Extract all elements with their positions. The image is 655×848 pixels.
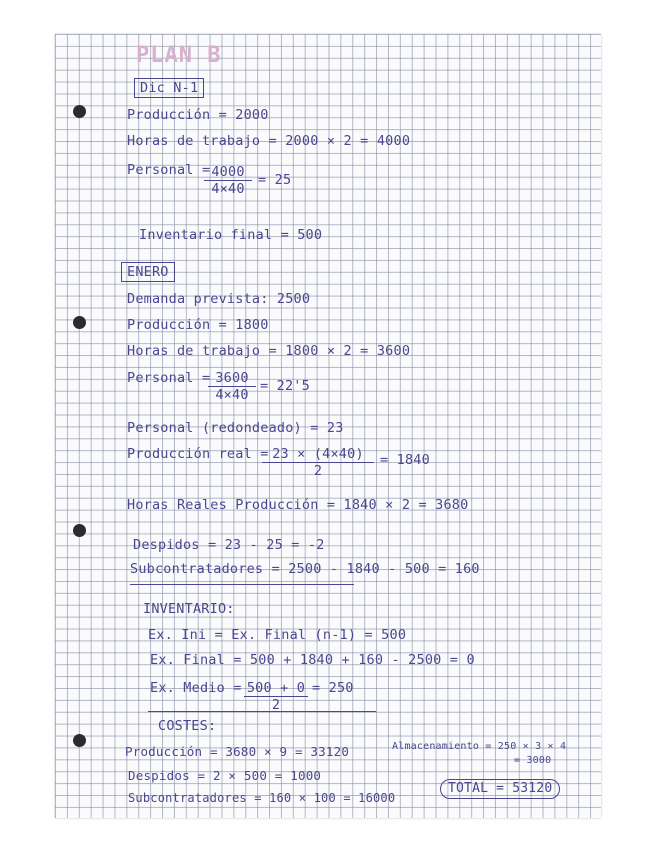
fraction-denominator: 4×40: [215, 387, 249, 403]
inventario-ex-medio-label: Ex. Medio =: [150, 680, 242, 696]
fraction-numerator: 3600: [208, 370, 256, 387]
enero-personal-label: Personal =: [127, 370, 211, 386]
costes-produccion: Producción = 3680 × 9 = 33120: [125, 744, 350, 759]
inventario-ex-medio-fraction: [244, 680, 308, 713]
binder-hole: [73, 105, 86, 118]
enero-personal-redondeado: Personal (redondeado) = 23: [127, 420, 344, 436]
costes-subcontratadores: Subcontratadores = 160 × 100 = 16000: [128, 791, 396, 805]
dic-produccion: Producción = 2000: [127, 107, 269, 123]
fraction-numerator: 500 + 0: [244, 680, 308, 697]
binder-hole: [73, 316, 86, 329]
costes-header: COSTES:: [158, 718, 217, 734]
fraction-numerator: 4000: [204, 164, 252, 181]
dic-personal-label: Personal =: [127, 162, 211, 178]
dic-inventario: Inventario final = 500: [139, 227, 323, 243]
enero-despidos: Despidos = 23 - 25 = -2: [133, 537, 325, 553]
costes-almacenamiento: Almacenamiento = 250 × 3 × 4: [392, 741, 567, 752]
enero-produccion: Producción = 1800: [127, 317, 269, 333]
fraction-denominator: 4×40: [211, 181, 245, 197]
enero-demanda: Demanda prevista: 2500: [127, 291, 311, 307]
dic-personal-fraction: [204, 164, 252, 197]
dic-personal-result: = 25: [258, 172, 292, 188]
enero-personal-result: = 22'5: [260, 378, 310, 394]
costes-almacenamiento-result: = 3000: [514, 755, 552, 766]
section-header-dic: Dic N-1: [134, 78, 204, 98]
underline: [130, 584, 354, 585]
underline: [148, 711, 376, 712]
costes-despidos: Despidos = 2 × 500 = 1000: [128, 768, 322, 783]
dic-horas: Horas de trabajo = 2000 × 2 = 4000: [127, 133, 411, 149]
binder-hole: [73, 734, 86, 747]
section-header-enero: ENERO: [121, 262, 175, 282]
enero-prod-real-fraction: [262, 446, 374, 479]
page-title: PLAN B: [136, 43, 222, 68]
enero-subcontratadores: Subcontratadores = 2500 - 1840 - 500 = 160: [130, 561, 480, 577]
enero-personal-fraction: [208, 370, 256, 403]
fraction-numerator: 23 × (4×40): [262, 446, 374, 463]
binder-hole: [73, 524, 86, 537]
fraction-denominator: 2: [271, 697, 281, 713]
enero-horas: Horas de trabajo = 1800 × 2 = 3600: [127, 343, 411, 359]
inventario-ex-final: Ex. Final = 500 + 1840 + 160 - 2500 = 0: [150, 652, 475, 668]
inventario-ex-medio-result: = 250: [312, 680, 354, 696]
inventario-header: INVENTARIO:: [143, 601, 235, 617]
enero-horas-reales: Horas Reales Producción = 1840 × 2 = 3680: [127, 497, 469, 513]
inventario-ex-ini: Ex. Ini = Ex. Final (n-1) = 500: [148, 627, 407, 643]
enero-prod-real-label: Producción real =: [127, 446, 269, 462]
fraction-denominator: 2: [313, 463, 323, 479]
costes-total: TOTAL = 53120: [440, 779, 560, 799]
enero-prod-real-result: = 1840: [380, 452, 430, 468]
